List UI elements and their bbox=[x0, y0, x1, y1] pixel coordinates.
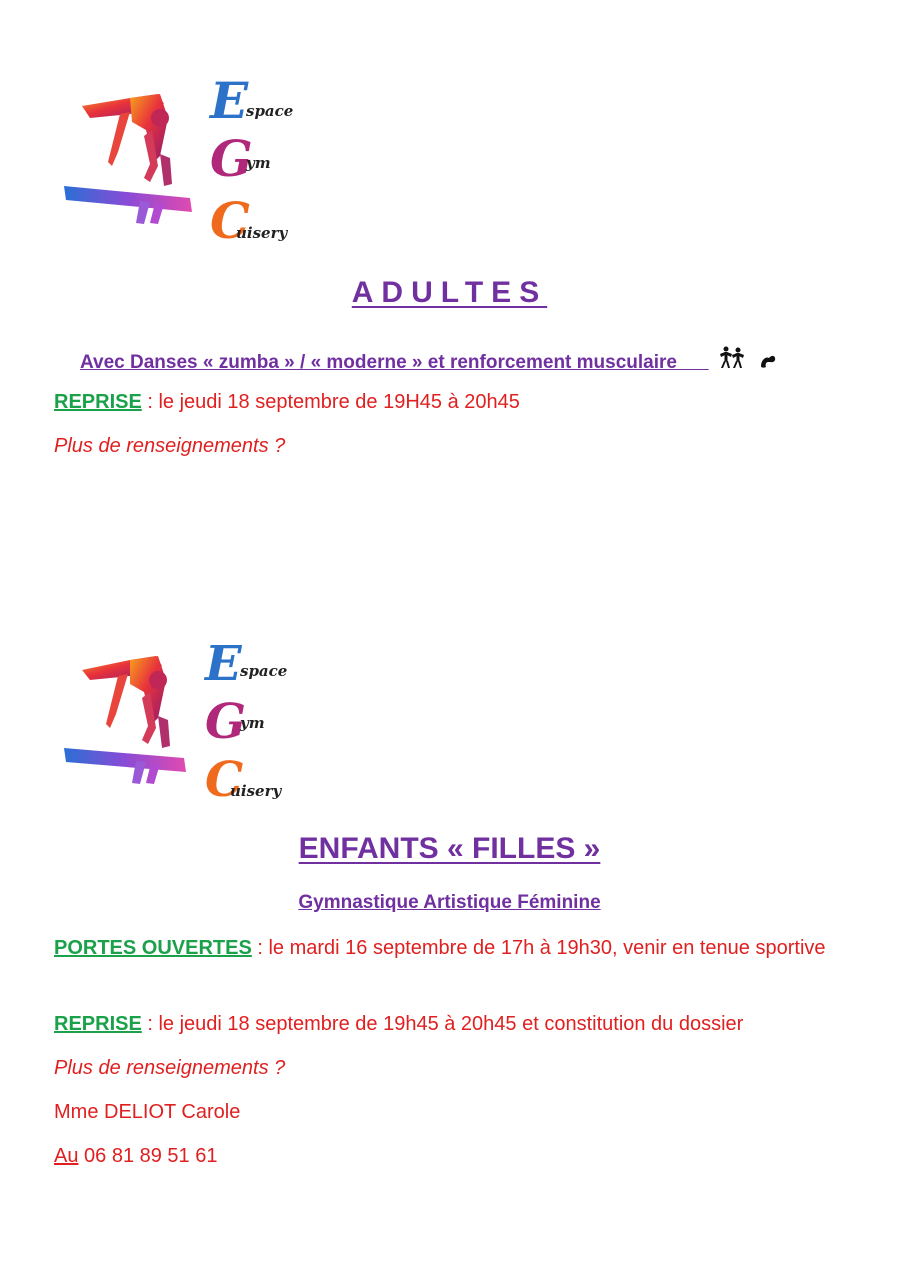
enfants-info: Plus de renseignements ? bbox=[54, 1057, 286, 1079]
adultes-subtitle-text: Avec Danses « zumba » / « moderne » et renforcement musculaire bbox=[80, 352, 677, 373]
enfants-portes-text: : le mardi 16 septembre de 17h à 19h30, venir en tenue sportive bbox=[251, 937, 826, 959]
logo-word-ym: ym bbox=[246, 154, 271, 172]
enfants-reprise-text: : le jeudi 18 septembre de 19h45 à 20h45 et constitution du dossier bbox=[141, 1013, 744, 1035]
club-logo bbox=[60, 66, 310, 251]
enfants-contact-name: Mme DELIOT Carole bbox=[54, 1101, 241, 1123]
enfants-subtitle: Gymnastique Artistique Féminine bbox=[298, 892, 601, 913]
adultes-info: Plus de renseignements ? bbox=[54, 435, 286, 457]
enfants-reprise-label: REPRISE bbox=[54, 1013, 142, 1035]
enfants-portes-label: PORTES OUVERTES bbox=[54, 937, 252, 959]
logo2-letter-c: C bbox=[205, 752, 244, 808]
gymnast-logo-graphic-2 bbox=[60, 630, 310, 815]
logo-letter-g: G bbox=[210, 129, 253, 188]
flexed-biceps-icon bbox=[761, 356, 775, 368]
enfants-phone-prefix: Au bbox=[54, 1145, 79, 1167]
adultes-title: ADULTES bbox=[351, 276, 548, 309]
enfants-title: ENFANTS « FILLES » bbox=[298, 832, 601, 865]
club-logo-2 bbox=[60, 630, 310, 815]
logo-letter-e: E bbox=[210, 71, 249, 130]
enfants-phone-line bbox=[54, 1140, 217, 1172]
dancers-icon bbox=[720, 347, 744, 369]
enfants-reprise-line bbox=[54, 1008, 743, 1040]
adultes-subtitle-icons bbox=[720, 346, 780, 376]
enfants-portes-line bbox=[54, 932, 854, 964]
logo2-letter-e: E bbox=[205, 636, 242, 692]
logo-word-space: space bbox=[246, 102, 294, 120]
adultes-subtitle bbox=[80, 346, 780, 376]
adultes-reprise-text: : le jeudi 18 septembre de 19H45 à 20h45 bbox=[141, 391, 520, 413]
enfants-phone-number: 06 81 89 51 61 bbox=[78, 1145, 218, 1167]
adultes-reprise-label: REPRISE bbox=[54, 391, 142, 413]
gymnast-logo-graphic bbox=[60, 66, 310, 251]
logo-word-uisery: uisery bbox=[236, 224, 288, 242]
logo2-word-uisery: uisery bbox=[230, 782, 282, 800]
logo2-word-ym: ym bbox=[240, 714, 265, 732]
logo-letter-c: C bbox=[210, 191, 250, 250]
logo2-word-space: space bbox=[240, 662, 288, 680]
adultes-reprise-line bbox=[54, 386, 520, 418]
logo2-letter-g: G bbox=[205, 694, 246, 750]
